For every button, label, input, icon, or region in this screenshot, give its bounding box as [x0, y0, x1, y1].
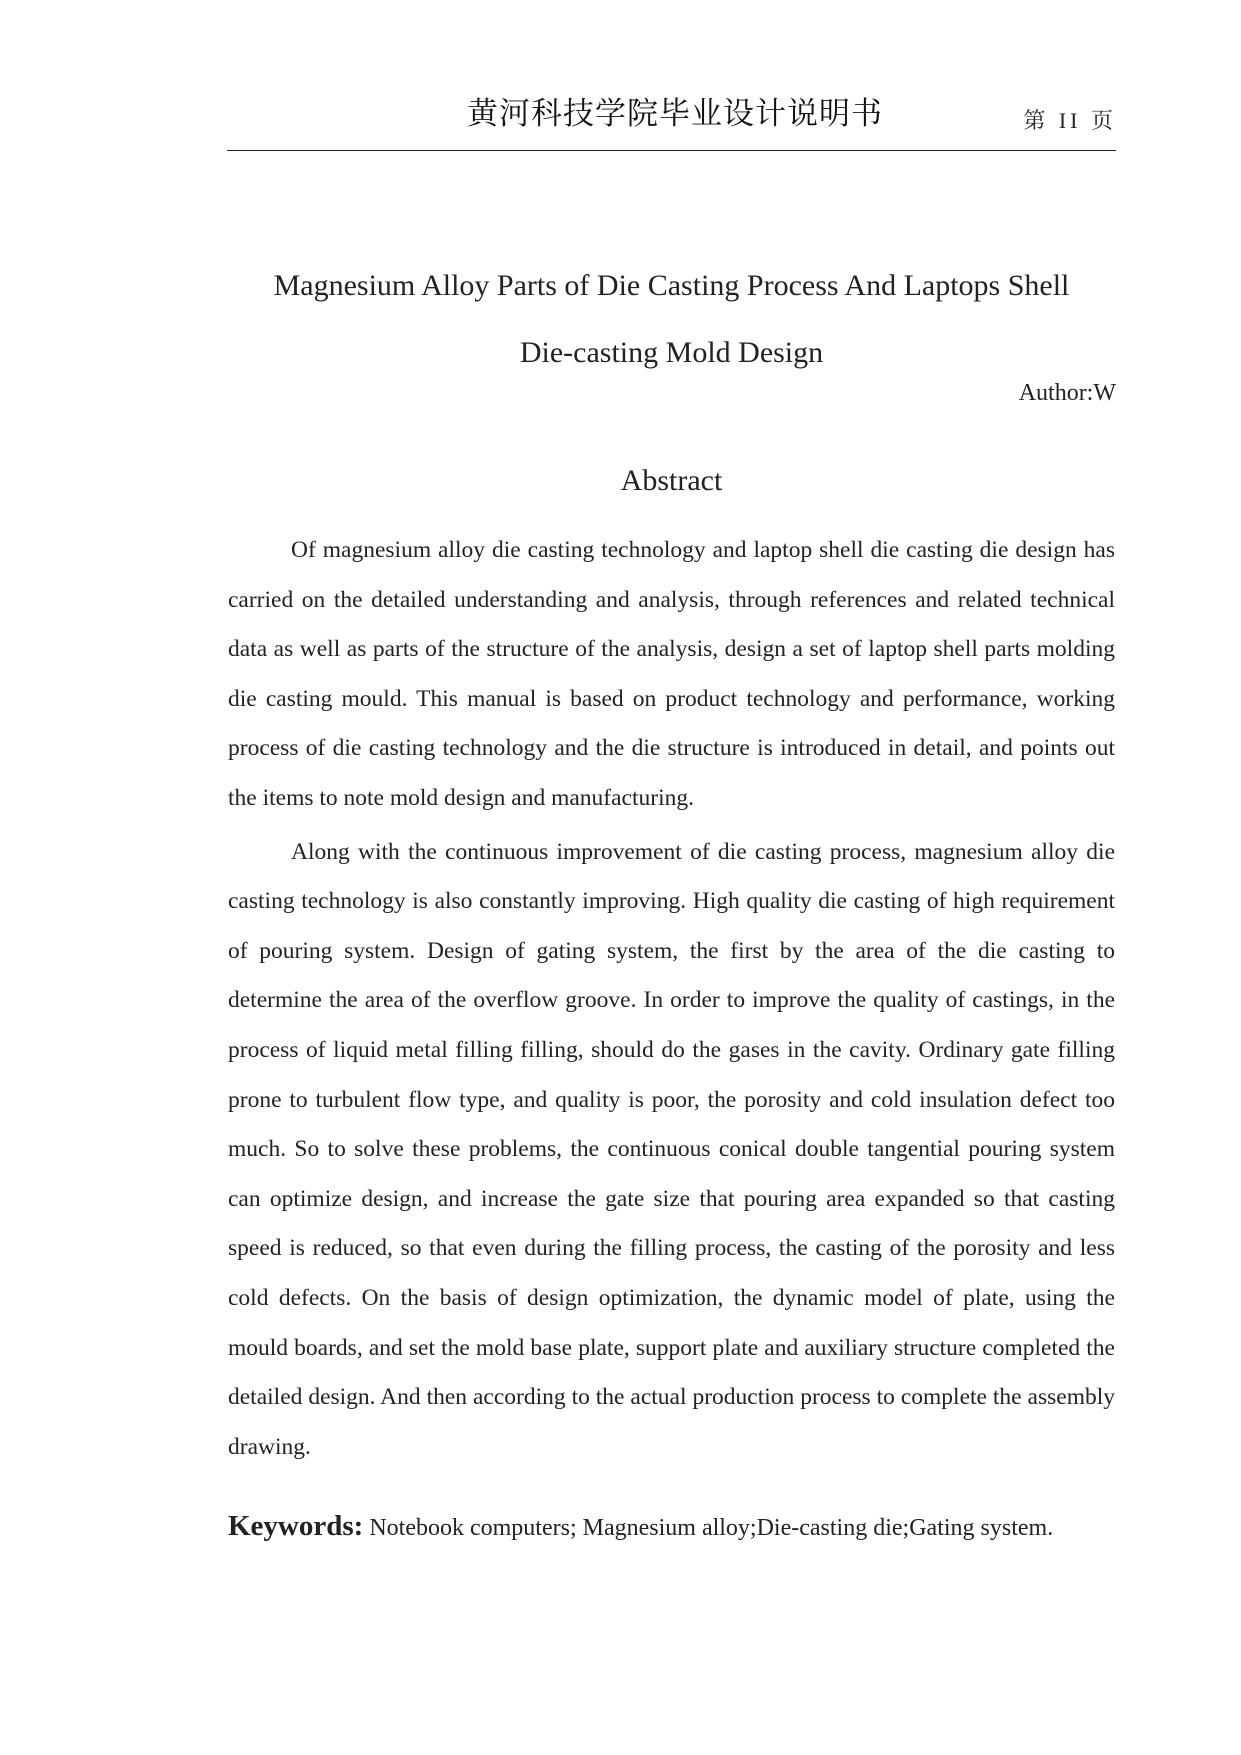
header-title: 黄河科技学院毕业设计说明书	[467, 96, 883, 132]
abstract-heading: Abstract	[620, 464, 723, 497]
abstract-paragraph-1: Of magnesium alloy die casting technology and laptop shell die casting die design has carried on the detailed understanding and analysis, through references and related technical data as well as parts of the structure of the analysis, design a set of laptop shell parts molding die casting mould. This manual is based on product technology and performance, working process of die casting technology and the die structure is introduced in detail, and points out the items to note mold design and manufacturing.	[228, 537, 1115, 811]
keywords-label: Keywords:	[228, 1510, 364, 1542]
thesis-title	[227, 252, 1116, 386]
keywords-line	[228, 1510, 1128, 1543]
author-line: Author:W	[1018, 380, 1116, 406]
thesis-title-line-1: Magnesium Alloy Parts of Die Casting Process And Laptops Shell	[273, 269, 1070, 302]
keywords-text: Notebook computers; Magnesium alloy;Die-casting die;Gating system.	[369, 1515, 1054, 1541]
header-divider	[227, 150, 1116, 151]
abstract-paragraph-2: Along with the continuous improvement of die casting process, magnesium alloy die casting technology is also constantly improving. High quality die casting of high requirement of pouring system. Design of gating system, the first by the area of the die casting to determine the area of the overflow groove. In order to improve the quality of castings, in the process of liquid metal filling filling, should do the gases in the cavity. Ordinary gate filling prone to turbulent flow type, and quality is poor, the porosity and cold insulation defect too much. So to solve these problems, the continuous conical double tangential pouring system can optimize design, and increase the gate size that pouring area expanded so that casting speed is reduced, so that even during the filling process, the casting of the porosity and less cold defects. On the basis of design optimization, the dynamic model of plate, using the mould boards, and set the mold base plate, support plate and auxiliary structure completed the detailed design. And then according to the actual production process to complete the assembly drawing.	[228, 838, 1115, 1460]
thesis-title-line-2: Die-casting Mold Design	[519, 336, 824, 369]
abstract-body	[228, 526, 1115, 1476]
page-number: 第 II 页	[1023, 108, 1117, 133]
